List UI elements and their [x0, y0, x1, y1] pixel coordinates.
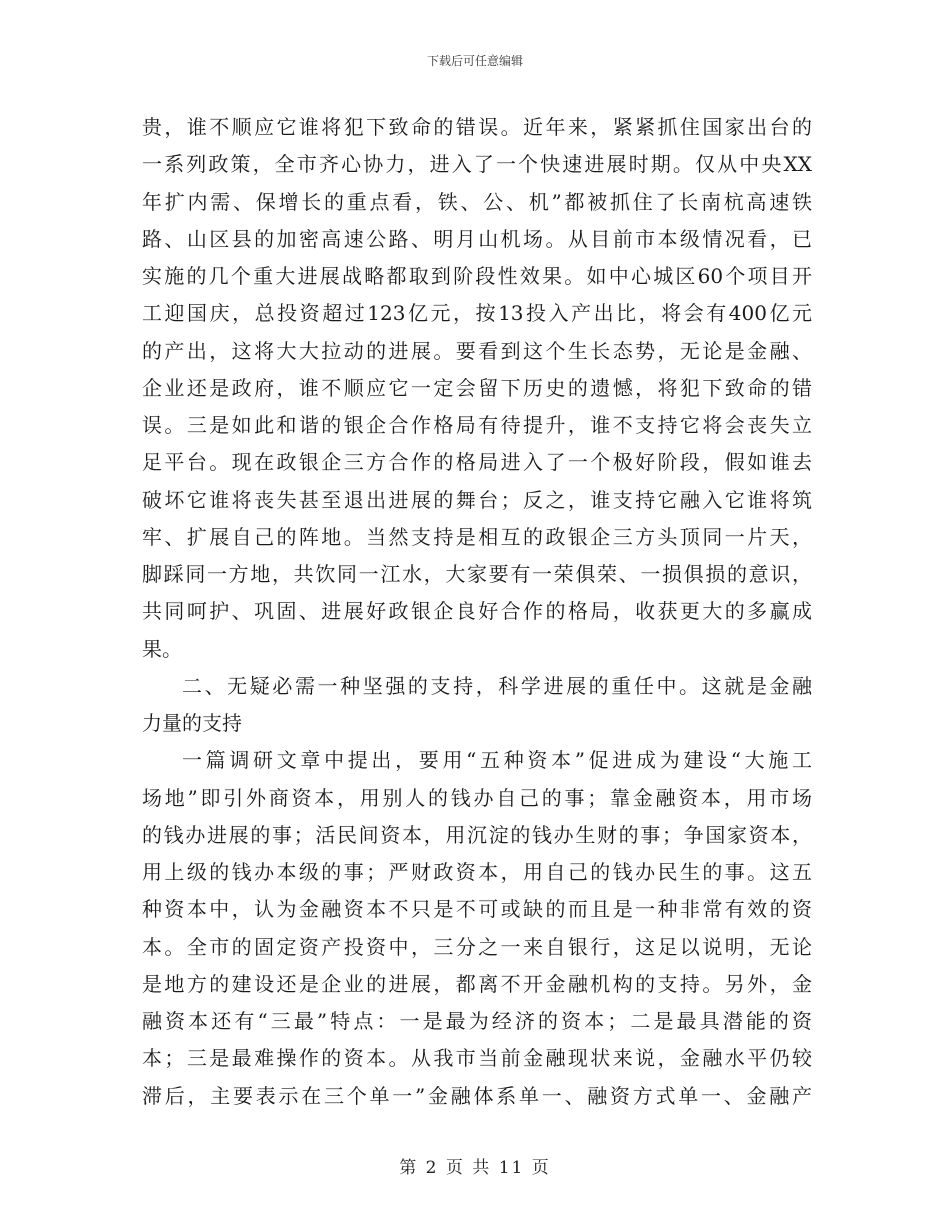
text-line: 的钱办进展的事；活民间资本，用沉淀的钱办生财的事；争国家资本， [142, 822, 812, 847]
text-line: 一系列政策，全市齐心协力，进入了一个快速进展时期。仅从中央XX [142, 152, 812, 177]
text-line: 企业还是政府，谁不顺应它一定会留下历史的遗憾，将犯下致命的错 [142, 375, 812, 400]
text-line: 是地方的建设还是企业的进展，都离不开金融机构的支持。另外，金 [142, 971, 812, 996]
section-heading-line: 二、无疑必需一种坚强的支持，科学进展的重任中。这就是金融 [182, 673, 812, 698]
text-line: 共同呵护、巩固、进展好政银企良好合作的格局，收获更大的多赢成 [142, 599, 812, 624]
section-heading-line: 力量的支持 [142, 711, 242, 735]
page-footer: 第 2 页 共 11 页 [399, 1158, 551, 1178]
text-line: 足平台。现在政银企三方合作的格局进入了一个极好阶段，假如谁去 [142, 450, 812, 475]
text-line: 一篇调研文章中提出，要用“五种资本”促进成为建设“大施工 [182, 748, 812, 773]
text-line: 路、山区县的加密高速公路、明月山机场。从目前市本级情况看，已 [142, 226, 812, 251]
text-line: 牢、扩展自己的阵地。当然支持是相互的政银企三方头顶同一片天， [142, 524, 812, 549]
text-line: 场地”即引外商资本，用别人的钱办自己的事；靠金融资本，用市场 [142, 785, 812, 810]
text-line: 实施的几个重大进展战略都取到阶段性效果。如中心城区60个项目开 [142, 264, 812, 288]
text-line: 本。全市的固定资产投资中，三分之一来自银行，这足以说明，无论 [142, 934, 812, 959]
text-line: 破坏它谁将丧失甚至退出进展的舞台；反之，谁支持它融入它谁将筑 [142, 487, 812, 512]
body-text [142, 111, 812, 1117]
text-line: 本；三是最难操作的资本。从我市当前金融现状来说，金融水平仍较 [142, 1046, 812, 1071]
text-line: 滞后，主要表示在三个单一”金融体系单一、融资方式单一、金融产 [142, 1083, 812, 1108]
text-line: 脚踩同一方地，共饮同一江水，大家要有一荣俱荣、一损俱损的意识， [142, 562, 812, 586]
text-line: 年扩内需、保增长的重点看，铁、公、机”都被抓住了长南杭高速铁 [142, 189, 812, 214]
text-line: 种资本中，认为金融资本不只是不可或缺的而且是一种非常有效的资 [142, 897, 812, 922]
text-line: 工迎国庆，总投资超过123亿元，按13投入产出比，将会有400亿元 [142, 301, 812, 326]
text-line: 果。 [142, 636, 182, 661]
text-line: 融资本还有“三最”特点：一是最为经济的资本；二是最具潜能的资 [142, 1009, 812, 1033]
page-header: 下载后可任意编辑 [426, 54, 523, 68]
text-line: 贵，谁不顺应它谁将犯下致命的错误。近年来，紧紧抓住国家出台的 [142, 115, 812, 139]
text-line: 用上级的钱办本级的事；严财政资本，用自己的钱办民生的事。这五 [142, 860, 812, 884]
text-line: 的产出，这将大大拉动的进展。要看到这个生长态势，无论是金融、 [142, 338, 812, 363]
text-line: 误。三是如此和谐的银企合作格局有待提升，谁不支持它将会丧失立 [142, 413, 812, 437]
